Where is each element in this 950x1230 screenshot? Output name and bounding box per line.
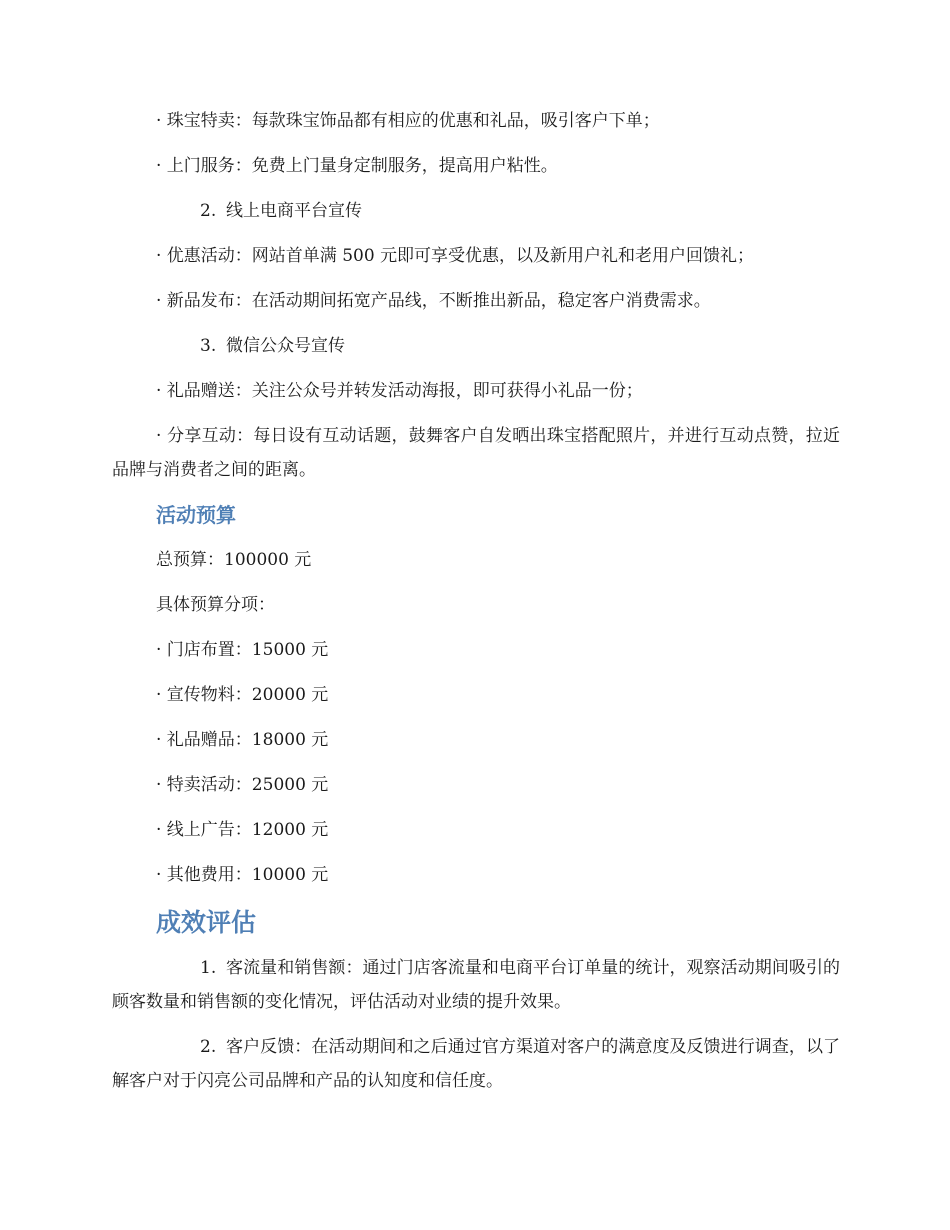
item-number: 1. bbox=[200, 958, 217, 978]
online-item-discount: · 优惠活动：网站首单满 500 元即可享受优惠，以及新用户礼和老用户回馈礼； bbox=[156, 246, 755, 266]
budget-total: 总预算：100000 元 bbox=[156, 550, 312, 570]
item-text: 客户反馈：在活动期间和之后通过官方渠道对客户的满意度及反馈进行调查，以了解客户对于闪亮公司品牌和产品的认知度和信任度。 bbox=[112, 1037, 840, 1091]
budget-item-gifts: · 礼品赠品：18000 元 bbox=[156, 730, 329, 750]
section-title: 微信公众号宣传 bbox=[226, 336, 345, 356]
section-heading-online bbox=[112, 194, 840, 228]
budget-item-promo-materials: · 宣传物料：20000 元 bbox=[156, 685, 329, 705]
promo-item-jewelry-sale: · 珠宝特卖：每款珠宝饰品都有相应的优惠和礼品，吸引客户下单； bbox=[156, 111, 660, 131]
section-heading-wechat bbox=[112, 329, 840, 363]
section-number: 3. bbox=[200, 336, 217, 356]
budget-item-store-layout: · 门店布置：15000 元 bbox=[156, 640, 329, 660]
budget-item-other: · 其他费用：10000 元 bbox=[156, 865, 329, 885]
promo-item-home-service: · 上门服务：免费上门量身定制服务，提高用户粘性。 bbox=[156, 156, 558, 176]
section-number: 2. bbox=[200, 201, 217, 221]
budget-item-online-ads: · 线上广告：12000 元 bbox=[156, 820, 329, 840]
evaluation-item-feedback bbox=[112, 1030, 840, 1098]
evaluation-item-traffic-sales bbox=[112, 951, 840, 1019]
online-item-new-product: · 新品发布：在活动期间拓宽产品线，不断推出新品，稳定客户消费需求。 bbox=[156, 291, 711, 311]
budget-item-special-sale: · 特卖活动：25000 元 bbox=[156, 775, 329, 795]
budget-heading: 活动预算 bbox=[156, 503, 236, 527]
item-text: 客流量和销售额：通过门店客流量和电商平台订单量的统计，观察活动期间吸引的顾客数量和销售额的变化情况，评估活动对业绩的提升效果。 bbox=[112, 958, 840, 1012]
document-page bbox=[112, 104, 840, 1109]
section-title: 线上电商平台宣传 bbox=[226, 201, 362, 221]
evaluation-heading: 成效评估 bbox=[156, 908, 257, 937]
wechat-item-interaction: · 分享互动：每日设有互动话题，鼓舞客户自发晒出珠宝搭配照片，并进行互动点赞，拉近品牌与消费者之间的距离。 bbox=[112, 426, 840, 480]
budget-breakdown-label: 具体预算分项： bbox=[156, 595, 275, 615]
wechat-item-gift: · 礼品赠送：关注公众号并转发活动海报，即可获得小礼品一份； bbox=[156, 381, 643, 401]
item-number: 2. bbox=[200, 1037, 217, 1057]
